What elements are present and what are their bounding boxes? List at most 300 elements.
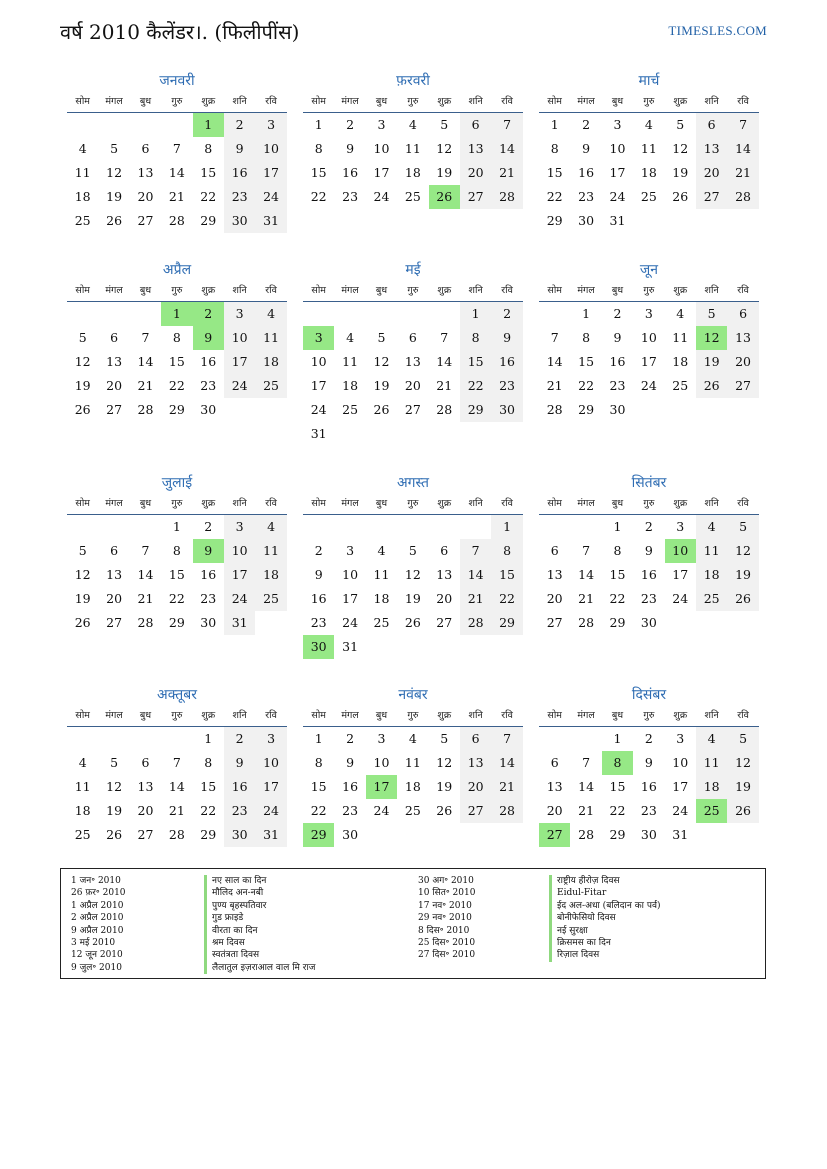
day-cell: 11 — [672, 330, 689, 345]
day-cell: 14 — [137, 354, 154, 369]
empty-cell — [570, 727, 601, 751]
day-cell: 24 — [255, 185, 286, 209]
weekday-label: शुक्र — [673, 285, 688, 296]
day-cell: 6 — [460, 727, 491, 751]
day-cell: 2 — [491, 302, 522, 326]
day-cell: 15 — [200, 165, 217, 180]
holiday-date: 1 अप्रैल 2010 — [71, 900, 124, 911]
day-cell: 30 — [200, 402, 217, 417]
day-cell: 31 — [609, 213, 626, 228]
empty-cell — [98, 727, 129, 751]
weekday-label: गुरु — [407, 285, 419, 296]
day-cell: 28 — [491, 799, 522, 823]
empty-cell — [67, 113, 98, 137]
day-cell: 13 — [137, 165, 154, 180]
day-cell: 27 — [460, 185, 491, 209]
day-cell: 4 — [696, 515, 727, 539]
day-cell: 28 — [727, 185, 758, 209]
holiday-date: 27 दिस॰ 2010 — [418, 950, 476, 961]
weekday-label: रवि — [265, 710, 277, 721]
day-cell: 21 — [137, 378, 154, 393]
day-cell: 29 — [200, 827, 217, 842]
day-cell: 12 — [696, 326, 727, 350]
day-cell: 7 — [582, 755, 591, 770]
weekday-label: मंगल — [577, 285, 595, 296]
day-cell: 3 — [377, 731, 386, 746]
day-cell: 24 — [672, 591, 689, 606]
day-cell: 5 — [440, 731, 449, 746]
day-cell: 5 — [676, 117, 685, 132]
day-cell: 18 — [255, 563, 286, 587]
day-cell: 2 — [346, 117, 355, 132]
day-cell: 22 — [609, 591, 626, 606]
day-cell: 19 — [74, 378, 91, 393]
weekday-label: सोम — [75, 96, 90, 107]
day-cell: 21 — [137, 591, 154, 606]
holiday-date: 2 अप्रैल 2010 — [71, 913, 124, 924]
day-cell: 25 — [696, 587, 727, 611]
weekday-label: सोम — [311, 96, 326, 107]
day-cell: 13 — [546, 779, 563, 794]
day-cell: 29 — [168, 615, 185, 630]
day-cell: 5 — [78, 543, 87, 558]
day-cell: 6 — [696, 113, 727, 137]
day-cell: 23 — [200, 378, 217, 393]
day-cell: 1 — [161, 302, 192, 326]
day-cell: 26 — [106, 213, 123, 228]
weekday-label: शुक्र — [201, 498, 216, 509]
day-cell: 1 — [550, 117, 559, 132]
weekday-label: शनि — [468, 498, 483, 509]
weekday-header — [539, 281, 759, 302]
day-cell: 15 — [310, 165, 327, 180]
day-cell: 8 — [602, 751, 633, 775]
weekday-label: रवि — [737, 96, 749, 107]
day-cell: 8 — [314, 141, 323, 156]
day-cell: 1 — [172, 519, 181, 534]
day-cell: 20 — [436, 591, 453, 606]
day-cell: 21 — [436, 378, 453, 393]
day-cell: 1 — [314, 731, 323, 746]
day-cell: 23 — [609, 378, 626, 393]
day-cell: 4 — [78, 141, 87, 156]
holiday-name: ईद अल-अधा (बलिदान का पर्व) — [557, 900, 661, 911]
day-cell: 19 — [672, 165, 689, 180]
day-cell: 12 — [727, 751, 758, 775]
day-cell: 24 — [672, 803, 689, 818]
day-cell: 26 — [727, 799, 758, 823]
empty-cell — [303, 515, 334, 539]
holiday-date: 1 जन॰ 2010 — [71, 876, 121, 886]
weekday-label: मंगल — [577, 96, 595, 107]
weekday-label: बुध — [139, 498, 152, 509]
day-cell: 1 — [460, 302, 491, 326]
day-cell: 13 — [106, 567, 123, 582]
empty-cell — [255, 611, 286, 635]
day-cell: 19 — [404, 591, 421, 606]
day-cell: 9 — [224, 137, 255, 161]
day-cell: 6 — [727, 302, 758, 326]
empty-cell — [696, 823, 727, 847]
day-cell: 28 — [578, 615, 595, 630]
week-row — [67, 799, 287, 823]
empty-cell — [397, 635, 428, 659]
day-cell: 23 — [578, 189, 595, 204]
day-cell: 8 — [460, 326, 491, 350]
day-cell: 15 — [310, 779, 327, 794]
day-cell: 12 — [436, 755, 453, 770]
day-cell: 19 — [696, 350, 727, 374]
day-cell: 23 — [200, 591, 217, 606]
day-cell: 22 — [460, 374, 491, 398]
month-block — [539, 259, 759, 422]
weekday-label: शनि — [232, 498, 247, 509]
holiday-name: वीरता का दिन — [212, 925, 258, 936]
empty-cell — [397, 515, 428, 539]
site-link[interactable]: TIMESLES.COM — [668, 23, 767, 38]
day-cell: 6 — [141, 141, 150, 156]
weekday-label: रवि — [501, 96, 513, 107]
day-cell: 22 — [491, 587, 522, 611]
weekday-label: शुक्र — [673, 96, 688, 107]
empty-cell — [334, 422, 365, 446]
week-row — [539, 398, 759, 422]
empty-cell — [161, 113, 192, 137]
day-cell: 30 — [491, 398, 522, 422]
weekday-label: मंगल — [105, 710, 123, 721]
month-name: अगस्त — [396, 475, 429, 491]
weekday-label: बुध — [139, 710, 152, 721]
day-cell: 18 — [640, 165, 657, 180]
month-block — [539, 684, 759, 847]
month-name: जुलाई — [161, 475, 193, 491]
week-row — [67, 727, 287, 751]
day-cell: 5 — [377, 330, 386, 345]
empty-cell — [130, 113, 161, 137]
day-cell: 20 — [404, 378, 421, 393]
day-cell: 29 — [546, 213, 563, 228]
day-cell: 10 — [342, 567, 359, 582]
day-cell: 30 — [609, 402, 626, 417]
empty-cell — [334, 302, 365, 326]
holiday-name: स्वतंत्रता दिवस — [212, 950, 260, 961]
day-cell: 24 — [310, 402, 327, 417]
week-row — [539, 611, 759, 635]
month-block — [67, 684, 287, 847]
week-row — [67, 185, 287, 209]
day-cell: 10 — [672, 755, 689, 770]
week-row — [303, 326, 523, 350]
day-cell: 26 — [429, 185, 460, 209]
day-cell: 14 — [546, 354, 563, 369]
day-cell: 8 — [204, 755, 213, 770]
empty-cell — [727, 209, 758, 233]
month-block — [303, 259, 523, 446]
weekday-label: शनि — [704, 498, 719, 509]
month-name: मई — [405, 262, 421, 278]
day-cell: 14 — [436, 354, 453, 369]
weekday-label: सोम — [547, 498, 562, 509]
day-cell: 18 — [255, 350, 286, 374]
day-cell: 14 — [168, 779, 185, 794]
day-cell: 9 — [193, 539, 224, 563]
week-row — [303, 113, 523, 137]
day-cell: 5 — [727, 727, 758, 751]
day-cell: 25 — [404, 803, 421, 818]
day-cell: 7 — [172, 141, 181, 156]
empty-cell — [633, 209, 664, 233]
week-row — [67, 398, 287, 422]
week-row — [303, 539, 523, 563]
empty-cell — [460, 823, 491, 847]
day-cell: 30 — [342, 827, 359, 842]
day-cell: 26 — [436, 803, 453, 818]
day-cell: 18 — [373, 591, 390, 606]
week-row — [303, 515, 523, 539]
day-cell: 2 — [613, 306, 622, 321]
day-cell: 14 — [168, 165, 185, 180]
day-cell: 17 — [672, 779, 689, 794]
weekday-header — [67, 281, 287, 302]
day-cell: 19 — [373, 378, 390, 393]
weekday-label: बुध — [375, 285, 388, 296]
day-cell: 10 — [373, 141, 390, 156]
empty-cell — [460, 635, 491, 659]
day-cell: 10 — [373, 755, 390, 770]
holiday-dates-left — [71, 875, 201, 974]
weekday-header — [539, 706, 759, 727]
day-cell: 5 — [408, 543, 417, 558]
day-cell: 12 — [74, 354, 91, 369]
day-cell: 27 — [546, 615, 563, 630]
day-cell: 2 — [644, 519, 653, 534]
weekday-label: रवि — [737, 498, 749, 509]
day-cell: 29 — [200, 213, 217, 228]
week-row — [67, 751, 287, 775]
week-row — [67, 374, 287, 398]
week-row — [67, 137, 287, 161]
empty-cell — [429, 515, 460, 539]
day-cell: 1 — [613, 519, 622, 534]
day-cell: 9 — [346, 755, 355, 770]
day-cell: 12 — [74, 567, 91, 582]
day-cell: 24 — [255, 799, 286, 823]
day-cell: 5 — [110, 141, 119, 156]
week-row — [539, 539, 759, 563]
weekday-label: बुध — [611, 285, 624, 296]
day-cell: 18 — [342, 378, 359, 393]
weekday-header — [67, 92, 287, 113]
weekday-label: बुध — [139, 96, 152, 107]
weekday-label: सोम — [75, 710, 90, 721]
empty-cell — [727, 611, 758, 635]
day-cell: 22 — [578, 378, 595, 393]
day-cell: 7 — [582, 543, 591, 558]
week-row — [67, 587, 287, 611]
holiday-date: 30 अग॰ 2010 — [418, 876, 474, 886]
day-cell: 16 — [609, 354, 626, 369]
weekday-label: शुक्र — [201, 96, 216, 107]
holiday-name: गुड फ्राइडे — [212, 913, 244, 924]
day-cell: 16 — [200, 354, 217, 369]
day-cell: 29 — [609, 827, 626, 842]
day-cell: 13 — [696, 137, 727, 161]
week-row — [303, 751, 523, 775]
weekday-header — [67, 494, 287, 515]
day-cell: 3 — [676, 519, 685, 534]
weekday-label: सोम — [547, 285, 562, 296]
day-cell: 21 — [491, 775, 522, 799]
day-cell: 15 — [609, 779, 626, 794]
empty-cell — [539, 515, 570, 539]
weekday-label: रवि — [501, 285, 513, 296]
week-row — [67, 515, 287, 539]
empty-cell — [491, 823, 522, 847]
day-cell: 23 — [342, 803, 359, 818]
empty-cell — [366, 515, 397, 539]
weekday-label: गुरु — [171, 498, 183, 509]
empty-cell — [460, 422, 491, 446]
day-cell: 26 — [696, 374, 727, 398]
day-cell: 27 — [696, 185, 727, 209]
day-cell: 20 — [460, 161, 491, 185]
day-cell: 1 — [193, 113, 224, 137]
weekday-label: सोम — [75, 498, 90, 509]
day-cell: 17 — [255, 161, 286, 185]
weekday-label: शुक्र — [201, 710, 216, 721]
day-cell: 18 — [74, 803, 91, 818]
day-cell: 10 — [640, 330, 657, 345]
day-cell: 29 — [303, 823, 334, 847]
day-cell: 28 — [460, 611, 491, 635]
day-cell: 8 — [172, 543, 181, 558]
day-cell: 28 — [168, 827, 185, 842]
holiday-name: श्रम दिवस — [212, 937, 245, 948]
day-cell: 20 — [546, 591, 563, 606]
weekday-label: मंगल — [105, 285, 123, 296]
day-cell: 30 — [224, 209, 255, 233]
month-block — [539, 472, 759, 635]
week-row — [67, 302, 287, 326]
day-cell: 16 — [342, 779, 359, 794]
day-cell: 6 — [141, 755, 150, 770]
weekday-label: शुक्र — [673, 498, 688, 509]
day-cell: 13 — [137, 779, 154, 794]
day-cell: 6 — [440, 543, 449, 558]
day-cell: 17 — [224, 350, 255, 374]
day-cell: 14 — [491, 751, 522, 775]
day-cell: 9 — [644, 543, 653, 558]
day-cell: 1 — [582, 306, 591, 321]
empty-cell — [334, 515, 365, 539]
day-cell: 10 — [665, 539, 696, 563]
day-cell: 24 — [224, 374, 255, 398]
day-cell: 21 — [578, 591, 595, 606]
day-cell: 7 — [141, 330, 150, 345]
day-cell: 19 — [74, 591, 91, 606]
day-cell: 18 — [404, 779, 421, 794]
day-cell: 20 — [137, 803, 154, 818]
day-cell: 16 — [342, 165, 359, 180]
week-row — [303, 587, 523, 611]
week-row — [303, 422, 523, 446]
day-cell: 2 — [346, 731, 355, 746]
weekday-label: गुरु — [171, 96, 183, 107]
day-cell: 3 — [377, 117, 386, 132]
weekday-label: बुध — [139, 285, 152, 296]
holiday-date: 17 नव॰ 2010 — [418, 900, 472, 911]
month-name: दिसंबर — [631, 687, 667, 703]
day-cell: 3 — [613, 117, 622, 132]
holiday-dates-right — [418, 875, 548, 962]
day-cell: 10 — [609, 141, 626, 156]
day-cell: 19 — [727, 563, 758, 587]
holiday-name: नए साल का दिन — [212, 876, 267, 886]
weekday-label: शनि — [232, 96, 247, 107]
weekday-header — [539, 92, 759, 113]
weekday-label: गुरु — [171, 285, 183, 296]
weekday-label: शनि — [232, 285, 247, 296]
day-cell: 13 — [436, 567, 453, 582]
day-cell: 13 — [106, 354, 123, 369]
day-cell: 26 — [74, 402, 91, 417]
day-cell: 25 — [672, 378, 689, 393]
weekday-label: सोम — [547, 96, 562, 107]
day-cell: 22 — [200, 189, 217, 204]
day-cell: 11 — [640, 141, 657, 156]
day-cell: 16 — [640, 567, 657, 582]
day-cell: 29 — [578, 402, 595, 417]
day-cell: 24 — [373, 189, 390, 204]
day-cell: 2 — [204, 519, 213, 534]
holiday-name: मौलिद अन-नबी — [212, 888, 264, 899]
empty-cell — [429, 302, 460, 326]
day-cell: 12 — [106, 779, 123, 794]
day-cell: 14 — [727, 137, 758, 161]
holiday-date: 10 सित॰ 2010 — [418, 888, 476, 899]
day-cell: 28 — [491, 185, 522, 209]
holiday-name: नई सुरक्षा — [557, 925, 588, 936]
day-cell: 4 — [696, 727, 727, 751]
day-cell: 11 — [74, 779, 91, 794]
day-cell: 25 — [696, 799, 727, 823]
day-cell: 28 — [137, 615, 154, 630]
weekday-label: शनि — [232, 710, 247, 721]
day-cell: 30 — [640, 615, 657, 630]
day-cell: 17 — [255, 775, 286, 799]
weekday-header — [67, 706, 287, 727]
day-cell: 13 — [727, 326, 758, 350]
day-cell: 18 — [672, 354, 689, 369]
empty-cell — [665, 611, 696, 635]
day-cell: 11 — [404, 755, 421, 770]
empty-cell — [366, 422, 397, 446]
empty-cell — [460, 515, 491, 539]
day-cell: 20 — [106, 591, 123, 606]
empty-cell — [633, 398, 664, 422]
week-row — [539, 185, 759, 209]
month-block — [303, 70, 523, 209]
day-cell: 9 — [193, 326, 224, 350]
day-cell: 11 — [342, 354, 359, 369]
month-block — [539, 70, 759, 233]
week-row — [539, 113, 759, 137]
day-cell: 2 — [224, 727, 255, 751]
day-cell: 5 — [78, 330, 87, 345]
day-cell: 4 — [644, 117, 653, 132]
day-cell: 27 — [106, 402, 123, 417]
weekday-label: शनि — [468, 96, 483, 107]
